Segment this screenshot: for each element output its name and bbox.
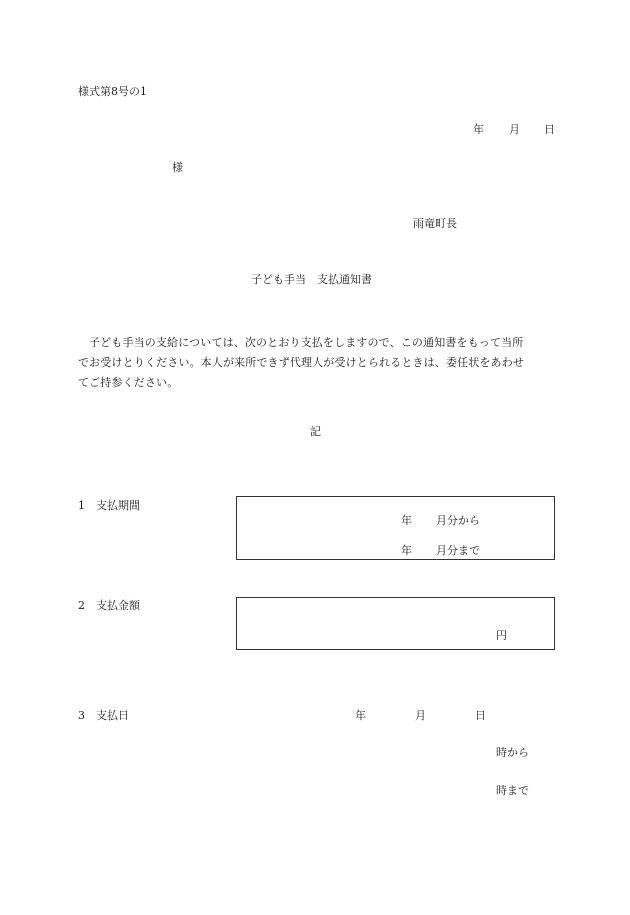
notice-body-line: 子ども手当の支給については、次のとおり支払をしますので、この通知書をもって当所 <box>89 336 524 349</box>
payment-date-day: 日 <box>475 709 486 722</box>
issuer-name: 雨竜町長 <box>413 217 457 230</box>
notice-body-line: でお受けとりください。本人が来所できず代理人が受けとられるときは、委任状をあわせ <box>78 356 524 369</box>
payment-amount-box <box>236 597 555 650</box>
date-month-label: 月 <box>509 123 520 136</box>
period-to-year: 年 <box>401 544 412 557</box>
ki-heading: 記 <box>310 425 321 438</box>
payment-amount-label: 2 支払金額 <box>78 599 140 612</box>
payment-date-label: 3 支払日 <box>78 709 129 722</box>
payment-time-from: 時から <box>496 746 529 759</box>
period-from-month: 月分から <box>436 514 480 527</box>
period-from-year: 年 <box>401 514 412 527</box>
payment-period-label: 1 支払期間 <box>78 499 140 512</box>
recipient-suffix: 様 <box>172 161 183 174</box>
date-day-label: 日 <box>544 123 555 136</box>
payment-period-box <box>236 496 555 560</box>
date-year-label: 年 <box>473 123 484 136</box>
document-title: 子ども手当 支払通知書 <box>251 273 372 286</box>
payment-date-year: 年 <box>355 709 366 722</box>
amount-unit: 円 <box>496 629 507 642</box>
period-to-month: 月分まで <box>436 544 480 557</box>
payment-date-month: 月 <box>415 709 426 722</box>
notice-body-line: てご持参ください。 <box>78 376 179 389</box>
form-number: 様式第8号の1 <box>78 85 147 98</box>
payment-time-to: 時まで <box>496 784 529 797</box>
notice-body <box>78 333 556 393</box>
